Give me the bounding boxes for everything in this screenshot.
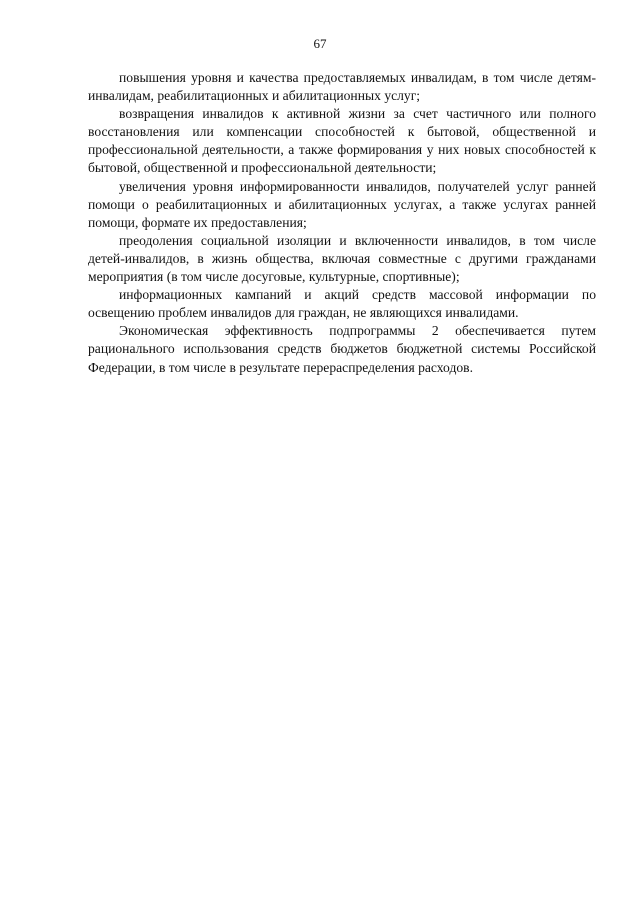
paragraph-information-campaigns: информационных кампаний и акций средств массовой информации по освещению проблем инвалидов для граждан, не являющихся инвалидами. (88, 287, 596, 321)
document-body (88, 69, 596, 377)
paragraph-social-isolation: преодоления социальной изоляции и включенности инвалидов, в том числе детей-инвалидов, в жизнь общества, включая совместные с другими гражданами мероприятия (в том числе досуговые, культурные, спортивные); (88, 232, 596, 285)
page-number: 67 (313, 36, 327, 51)
paragraph-service-quality: повышения уровня и качества предоставляемых инвалидам, в том числе детям-инвалидам, реабилитационных и абилитационных услуг; (88, 70, 596, 104)
paragraph-active-life-return: возвращения инвалидов к активной жизни за счет частичного или полного восстановления или компенсации способностей к бытовой, общественной и профессиональной деятельности, а также формирования у них новых способностей к бытовой, общественной и профессиональной деятельности; (88, 106, 596, 176)
paragraph-economic-efficiency: Экономическая эффективность подпрограммы 2 обеспечивается путем рационального использования средств бюджетов бюджетной системы Российской Федерации, в том числе в результате перераспределения расходов. (88, 323, 596, 375)
paragraph-information-awareness: увеличения уровня информированности инвалидов, получателей услуг ранней помощи о реабилитационных и абилитационных услугах, а также услугах ранней помощи, формате их предоставления; (88, 178, 596, 230)
